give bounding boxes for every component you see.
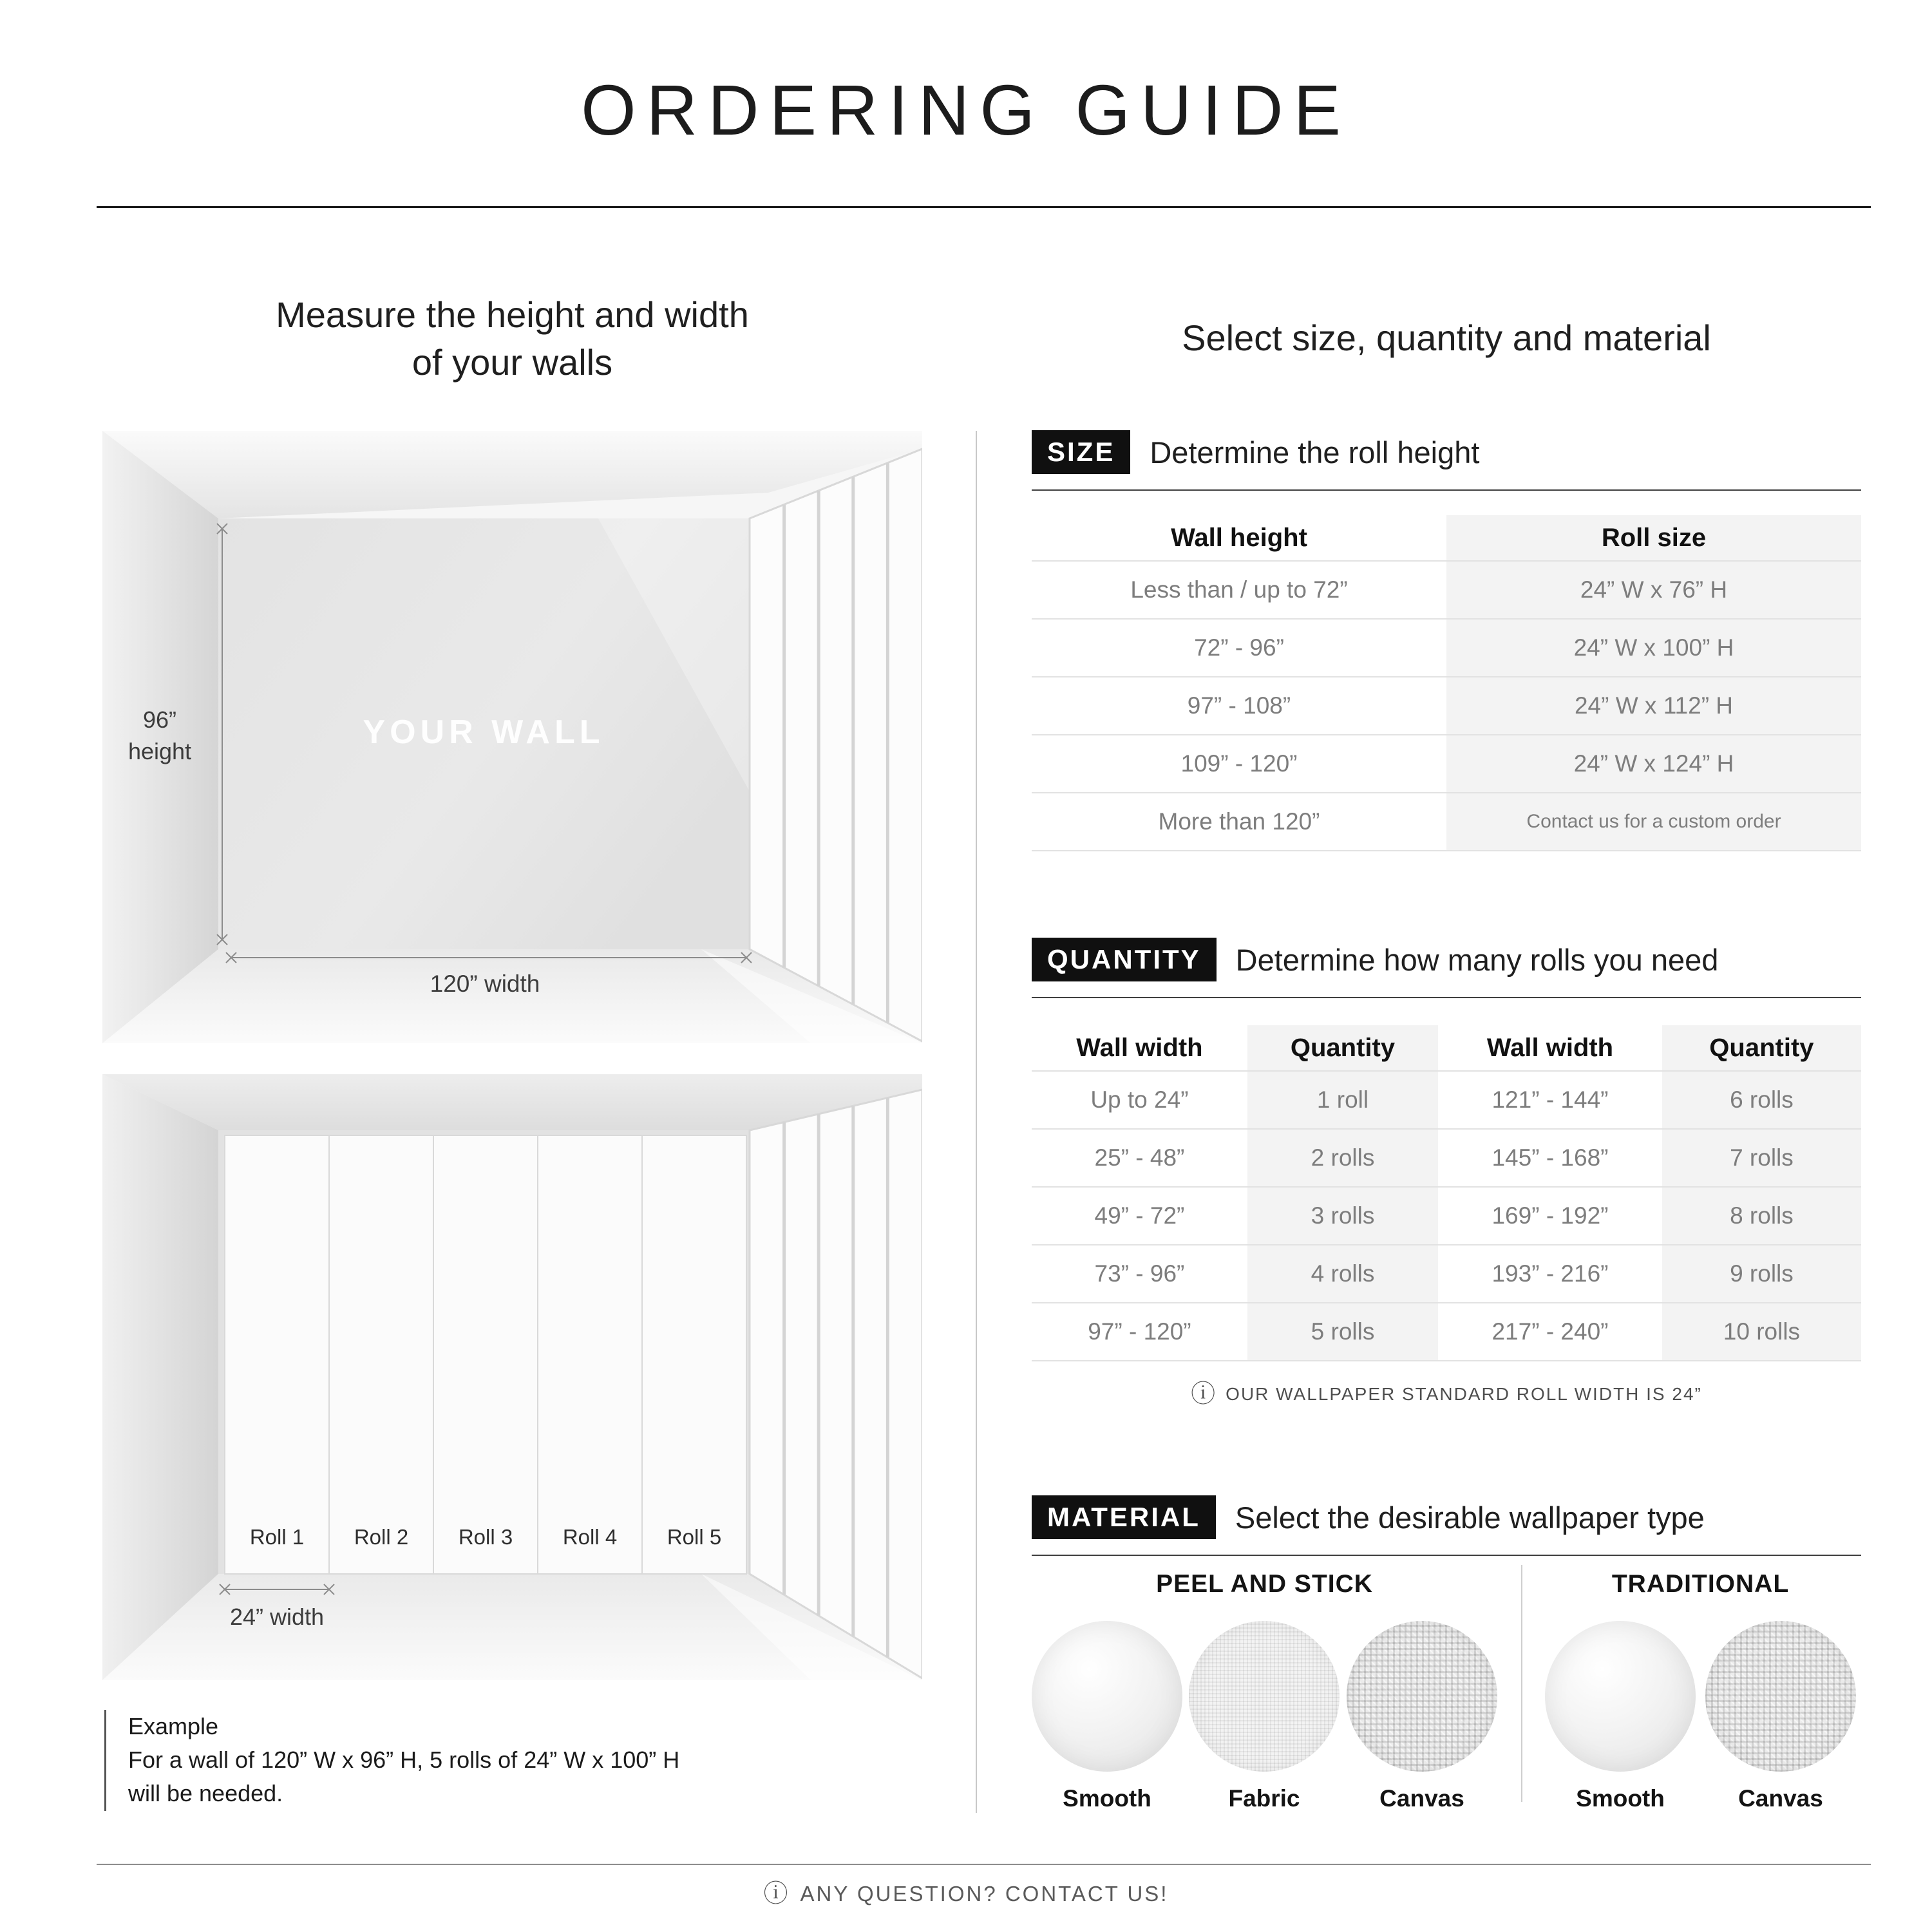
size-roll-value: 24” W x 112” H [1446,677,1861,734]
material-subtitle: Select the desirable wallpaper type [1235,1500,1705,1535]
size-wall-value: Less than / up to 72” [1130,576,1348,603]
size-table-row [1032,793,1861,851]
roll-label-5: Roll 5 [667,1525,722,1549]
quantity-badge: QUANTITY [1032,938,1217,981]
roll-note-text: OUR WALLPAPER STANDARD ROLL WIDTH IS 24” [1226,1384,1702,1404]
page-title: ORDERING GUIDE [581,71,1351,150]
qty-rolls-value: 3 rolls [1247,1188,1438,1244]
qty-rolls-value: 6 rolls [1662,1072,1861,1128]
roll-label-1: Roll 1 [249,1525,305,1549]
size-badge: SIZE [1032,430,1130,474]
column-divider [976,431,977,1813]
qty-rolls-value: 4 rolls [1247,1245,1438,1302]
size-table-row [1032,677,1861,735]
material-section-header [1032,1495,1861,1556]
size-wall-value: More than 120” [1158,808,1320,835]
swatch-label-fabric-peel: Fabric [1228,1785,1300,1812]
size-table-row [1032,562,1861,620]
quantity-table-row [1032,1188,1861,1245]
quantity-section-header [1032,938,1861,998]
qty-rolls-value: 7 rolls [1662,1130,1861,1186]
qty-wall-value: 145” - 168” [1492,1144,1609,1171]
size-roll-value: 24” W x 124” H [1446,735,1861,792]
qty-wall-value: 193” - 216” [1492,1260,1609,1287]
quantity-header-quantity-1: Quantity [1247,1025,1438,1070]
example-line1: For a wall of 120” W x 96” H, 5 rolls of 24” W x 100” H [128,1747,680,1774]
size-wall-value: 72” - 96” [1194,634,1284,661]
room-illustration-rolls [102,1074,922,1680]
qty-rolls-value: 8 rolls [1662,1188,1861,1244]
swatch-canvas-peel [1347,1621,1497,1772]
quantity-table-header-row [1032,1025,1861,1072]
wall-height-value: 96” [142,706,177,733]
roll-label-3: Roll 3 [458,1525,513,1549]
quantity-table-row [1032,1130,1861,1188]
qty-wall-value: 73” - 96” [1094,1260,1185,1287]
quantity-header-wall-width-1: Wall width [1076,1034,1203,1062]
quantity-header-quantity-2: Quantity [1662,1025,1861,1070]
size-roll-value: 24” W x 100” H [1446,620,1861,676]
roll-label-4: Roll 4 [562,1525,618,1549]
swatch-smooth-peel [1032,1621,1182,1772]
qty-wall-value: 121” - 144” [1492,1086,1609,1113]
roll-labels [225,1525,746,1549]
qty-wall-value: 97” - 120” [1088,1318,1191,1345]
right-column-heading: Select size, quantity and material [1182,317,1711,358]
size-table-header-row [1032,515,1861,562]
footer-divider [97,1864,1871,1865]
material-group-divider [1521,1565,1522,1802]
size-wall-value: 97” - 108” [1187,692,1291,719]
qty-rolls-value: 5 rolls [1247,1303,1438,1360]
qty-rolls-value: 9 rolls [1662,1245,1861,1302]
qty-wall-value: 49” - 72” [1094,1202,1185,1229]
swatch-label-canvas-traditional: Canvas [1738,1785,1823,1812]
left-heading-line2: of your walls [412,341,613,383]
left-heading-line1: Measure the height and width [276,294,749,335]
size-table-row [1032,735,1861,793]
qty-rolls-value: 1 roll [1247,1072,1438,1128]
size-header-wall-height: Wall height [1171,524,1307,552]
qty-wall-value: Up to 24” [1090,1086,1189,1113]
room-illustration-measure [102,431,922,1043]
info-icon: ⓘ [763,1880,790,1908]
material-group-traditional: TRADITIONAL [1611,1570,1790,1598]
size-section-header [1032,430,1861,491]
wall-height-word: height [128,737,192,764]
example-line2: will be needed. [128,1780,283,1807]
title-divider [97,206,1871,208]
roll-label-2: Roll 2 [354,1525,409,1549]
roll-width-note [1032,1382,1861,1406]
material-badge: MATERIAL [1032,1495,1216,1539]
wall-width-label: 120” width [430,971,540,997]
example-title: Example [128,1713,219,1739]
material-group-peel-and-stick: PEEL AND STICK [1156,1570,1373,1598]
swatch-label-smooth-peel: Smooth [1063,1785,1151,1812]
size-roll-value: Contact us for a custom order [1446,793,1861,850]
info-icon: ⓘ [1191,1381,1217,1408]
example-note [104,1710,909,1811]
size-wall-value: 109” - 120” [1180,750,1298,777]
size-table [1032,515,1861,851]
roll-width-label: 24” width [229,1604,325,1630]
qty-wall-value: 169” - 192” [1492,1202,1609,1229]
footer-note [0,1882,1932,1906]
quantity-subtitle: Determine how many rolls you need [1235,942,1719,977]
size-table-row [1032,620,1861,677]
left-column-heading [102,291,922,386]
size-header-roll-size: Roll size [1446,515,1861,560]
swatch-label-canvas-peel: Canvas [1379,1785,1464,1812]
swatch-fabric-peel [1189,1621,1340,1772]
size-roll-value: 24” W x 76” H [1446,562,1861,618]
swatch-canvas-traditional [1705,1621,1856,1772]
wall-height-label [102,705,217,767]
quantity-table-row [1032,1303,1861,1361]
your-wall-label: YOUR WALL [363,714,605,751]
footer-text: ANY QUESTION? CONTACT US! [800,1882,1169,1906]
swatch-smooth-traditional [1545,1621,1696,1772]
qty-rolls-value: 10 rolls [1662,1303,1861,1360]
room-graphic-rolls [102,1074,922,1680]
quantity-header-wall-width-2: Wall width [1486,1034,1614,1062]
swatch-label-smooth-traditional: Smooth [1576,1785,1665,1812]
qty-wall-value: 217” - 240” [1492,1318,1609,1345]
qty-wall-value: 25” - 48” [1094,1144,1185,1171]
quantity-table-row [1032,1245,1861,1303]
quantity-table-row [1032,1072,1861,1130]
size-subtitle: Determine the roll height [1150,435,1480,469]
quantity-table [1032,1025,1861,1361]
qty-rolls-value: 2 rolls [1247,1130,1438,1186]
